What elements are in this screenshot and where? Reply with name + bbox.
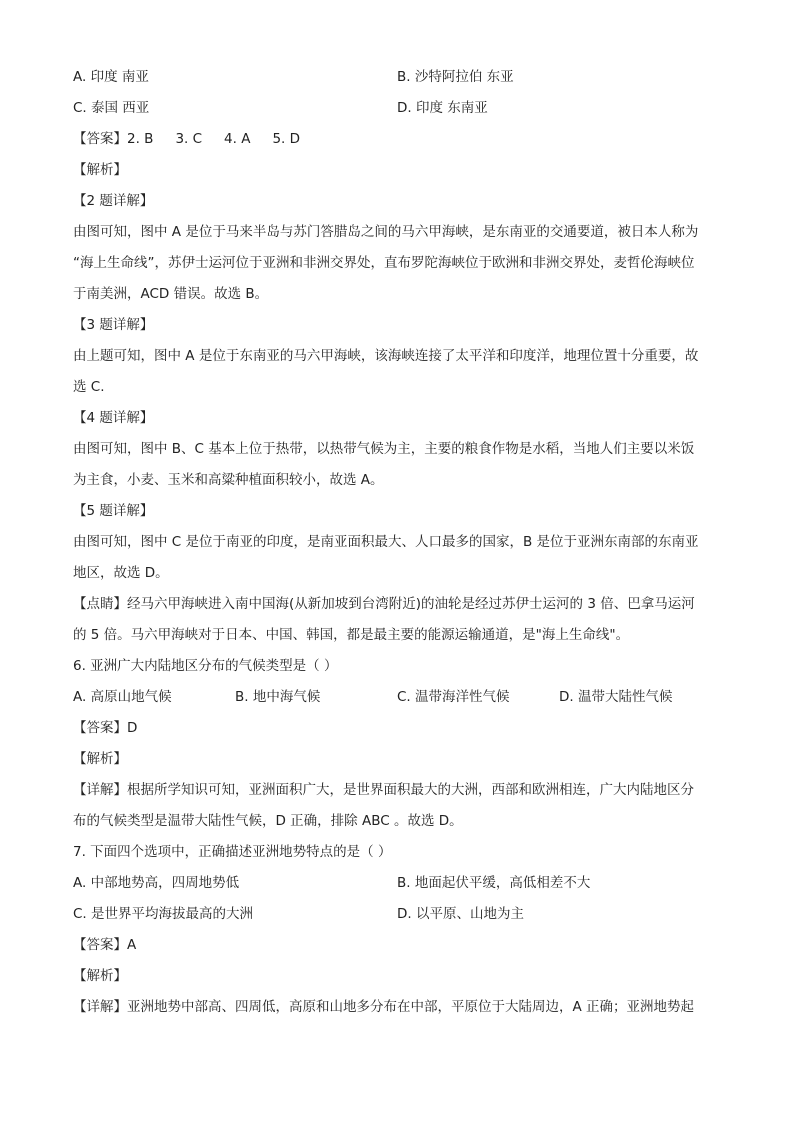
q6-option-c: C. 温带海洋性气候 [397, 689, 510, 705]
detail-4-title: 【4 题详解】 [73, 410, 154, 426]
q6-stem: 6. 亚洲广大内陆地区分布的气候类型是（ ） [73, 658, 338, 674]
point-line-1: 【点睛】经马六甲海峡进入南中国海(从新加坡到台湾附近)的油轮是经过苏伊士运河的 3 倍、巴拿马运河 [73, 596, 695, 612]
q6-detail-line-2: 布的气候类型是温带大陆性气候，D 正确，排除 ABC 。故选 D。 [73, 813, 463, 829]
detail-2-line-3: 于南美洲，ACD 错误。故选 B。 [73, 286, 269, 302]
q6-answer: 【答案】D [73, 720, 138, 736]
document-page [73, 62, 723, 1023]
detail-4-line-1: 由图可知，图中 B、C 基本上位于热带，以热带气候为主，主要的粮食作物是水稻，当地人们主要以米饭 [73, 441, 695, 457]
answer-3: 3. C [175, 131, 203, 147]
detail-5-line-1: 由图可知，图中 C 是位于南亚的印度，是南亚面积最大、人口最多的国家，B 是位于亚洲东南部的东南亚 [73, 534, 699, 550]
detail-3-line-2: 选 C. [73, 379, 105, 395]
q6-option-a: A. 高原山地气候 [73, 689, 172, 705]
point-line-2: 的 5 倍。马六甲海峡对于日本、中国、韩国，都是最主要的能源运输通道，是"海上生命线"。 [73, 627, 630, 643]
answer-5: 5. D [272, 131, 301, 147]
detail-3-title: 【3 题详解】 [73, 317, 154, 333]
answer-line [73, 124, 723, 155]
q7-option-a: A. 中部地势高，四周地势低 [73, 875, 240, 891]
option-c: C. 泰国 西亚 [73, 100, 150, 116]
option-a: A. 印度 南亚 [73, 69, 149, 85]
detail-2-title: 【2 题详解】 [73, 193, 154, 209]
option-b: B. 沙特阿拉伯 东亚 [397, 69, 514, 85]
q7-detail-line-1: 【详解】亚洲地势中部高、四周低，高原和山地多分布在中部，平原位于大陆周边，A 正确；亚洲地势起 [73, 999, 695, 1015]
q7-answer: 【答案】A [73, 937, 137, 953]
answer-4: 4. A [224, 131, 251, 147]
detail-5-title: 【5 题详解】 [73, 503, 154, 519]
option-d: D. 印度 东南亚 [397, 100, 488, 116]
q6-option-d: D. 温带大陆性气候 [559, 689, 673, 705]
detail-2-line-2: “海上生命线”，苏伊士运河位于亚洲和非洲交界处，直布罗陀海峡位于欧洲和非洲交界处，麦哲伦海峡位 [73, 255, 695, 271]
q1-options-row-2 [73, 93, 723, 124]
q7-stem: 7. 下面四个选项中，正确描述亚洲地势特点的是（ ） [73, 844, 392, 860]
q7-option-c: C. 是世界平均海拔最高的大洲 [73, 906, 254, 922]
q7-options-row-2 [73, 899, 723, 930]
answer-label: 【答案】 [73, 131, 127, 147]
q7-options-row-1 [73, 868, 723, 899]
q7-analysis: 【解析】 [73, 968, 127, 984]
detail-3-line-1: 由上题可知，图中 A 是位于东南亚的马六甲海峡，该海峡连接了太平洋和印度洋，地理位置十分重要，故 [73, 348, 699, 364]
q6-detail-line-1: 【详解】根据所学知识可知，亚洲面积广大，是世界面积最大的大洲，西部和欧洲相连，广大内陆地区分 [73, 782, 694, 798]
q6-option-b: B. 地中海气候 [235, 689, 321, 705]
answer-2: 2. B [127, 131, 154, 147]
q7-option-b: B. 地面起伏平缓，高低相差不大 [397, 875, 591, 891]
q1-options-row-1 [73, 62, 723, 93]
q6-analysis: 【解析】 [73, 751, 127, 767]
detail-2-line-1: 由图可知，图中 A 是位于马来半岛与苏门答腊岛之间的马六甲海峡，是东南亚的交通要道，被日本人称为 [73, 224, 699, 240]
q6-options-row [73, 682, 723, 713]
analysis-heading: 【解析】 [73, 162, 127, 178]
detail-5-line-2: 地区，故选 D。 [73, 565, 169, 581]
q7-option-d: D. 以平原、山地为主 [397, 906, 524, 922]
detail-4-line-2: 为主食，小麦、玉米和高粱种植面积较小，故选 A。 [73, 472, 384, 488]
